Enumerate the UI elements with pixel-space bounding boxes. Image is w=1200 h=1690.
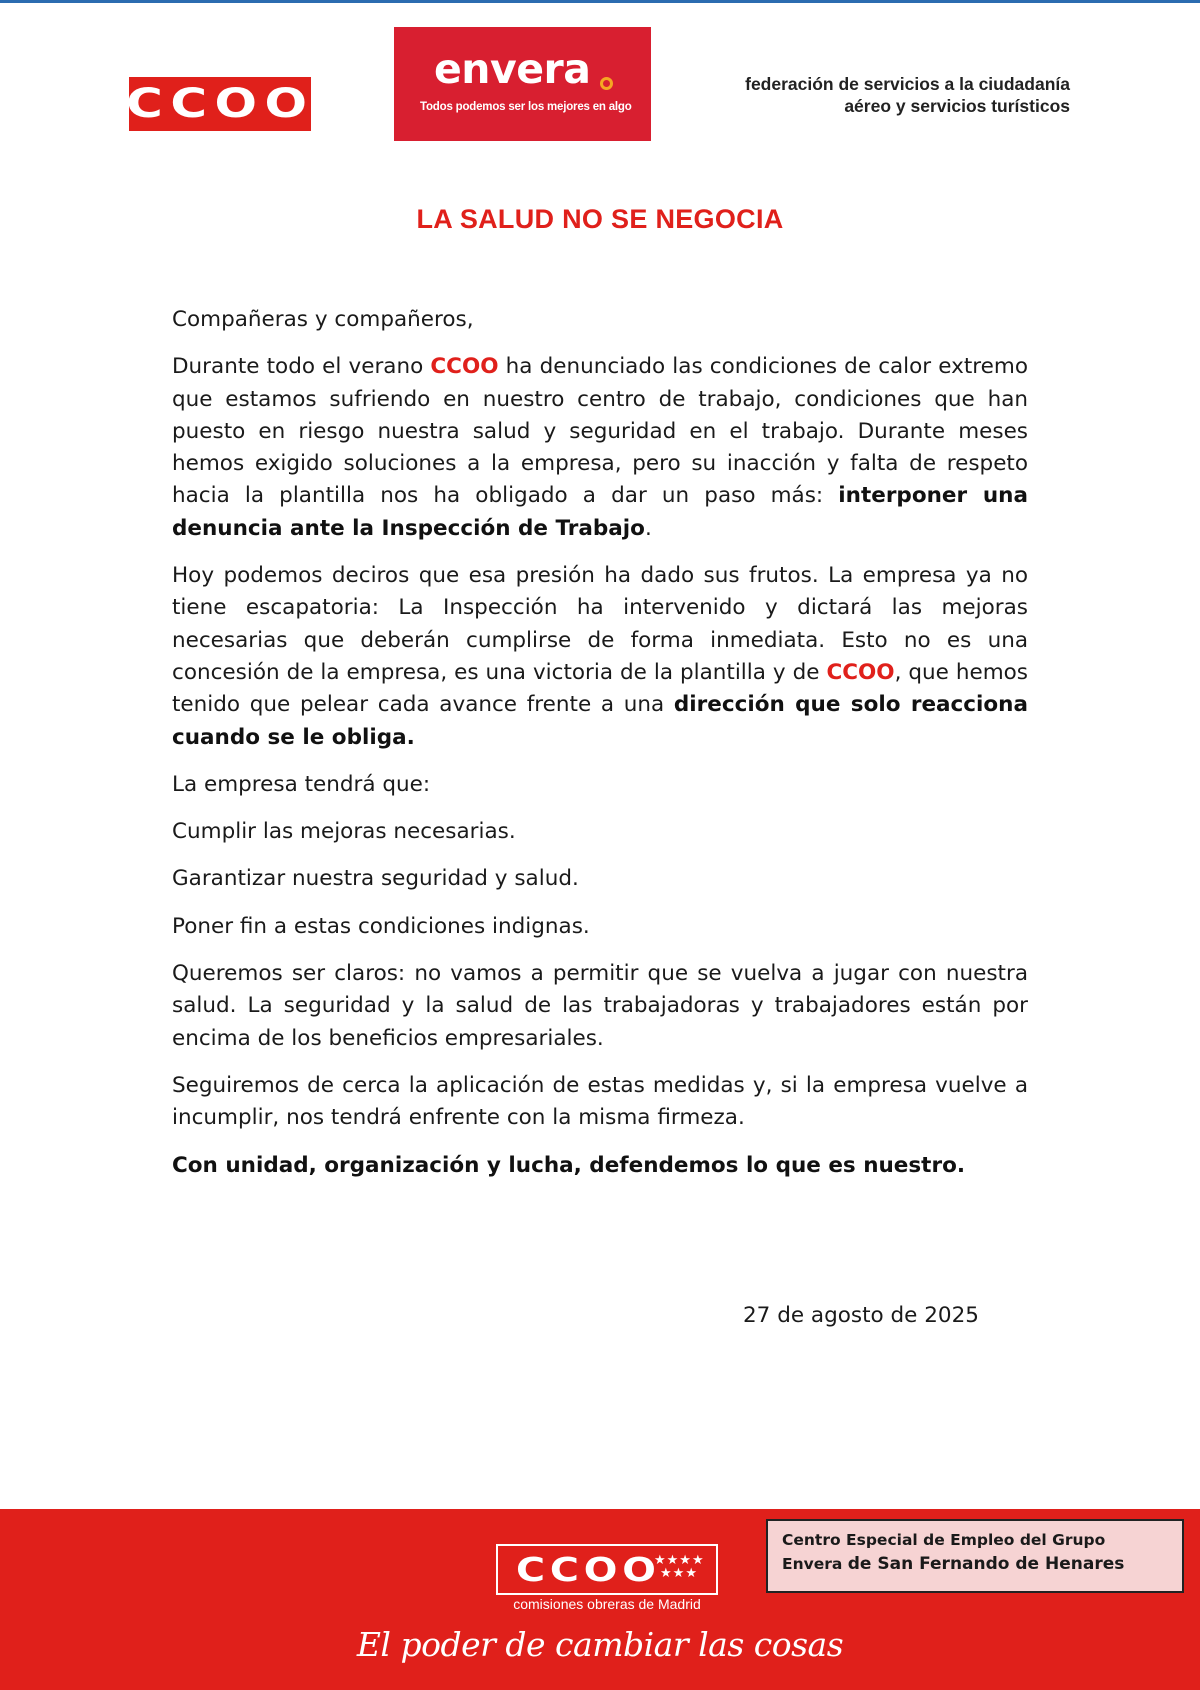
footer (0, 1509, 1200, 1690)
footer-ccoo-logo (496, 1544, 718, 1595)
federation-line-1: federación de servicios a la ciudadanía (745, 74, 1070, 94)
bold-phrase: dirección que solo reacciona cuando se le obliga. (172, 692, 1028, 750)
stars-icon: ★★★★ ★★★ (654, 1553, 705, 1581)
footer-ccoo-text: CCOO (516, 1550, 661, 1589)
paragraph-5: Seguiremos de cerca la aplicación de estas medidas y, si la empresa vuelve a incumplir, nos tendrá enfrente con la misma firmeza. (172, 1072, 1028, 1131)
top-rule (0, 0, 1200, 3)
paragraph-3: La empresa tendrá que: (172, 771, 431, 797)
footer-box-line-1: Centro Especial de Empleo del Grupo (782, 1531, 1106, 1549)
document-date: 27 de agosto de 2025 (743, 1303, 979, 1328)
document-title: LA SALUD NO SE NEGOCIA (416, 204, 784, 234)
ccoo-logo-text: CCOO (125, 81, 315, 127)
list-item: Poner fin a estas condiciones indignas. (172, 913, 590, 939)
envera-logo (394, 27, 651, 141)
envera-logo-word: envera (434, 45, 591, 93)
envera-dot-icon (600, 77, 613, 90)
ccoo-logo (125, 77, 315, 131)
envera-tagline: Todos podemos ser los mejores en algo (420, 101, 632, 113)
bold-phrase: interponer una denuncia ante la Inspección de Trabajo (172, 483, 1028, 541)
footer-slogan: El poder de cambiar las cosas (356, 1625, 844, 1664)
federation-line-2: aéreo y servicios turísticos (844, 96, 1070, 116)
footer-subtitle: comisiones obreras de Madrid (513, 1596, 701, 1612)
list-item: Garantizar nuestra seguridad y salud. (172, 866, 579, 892)
ccoo-highlight: CCOO (430, 354, 499, 380)
closing-statement: Con unidad, organización y lucha, defendemos lo que es nuestro. (172, 1152, 966, 1178)
paragraph-4: Queremos ser claros: no vamos a permitir que se vuelva a jugar con nuestra salud. La seguridad y la salud de las trabajadoras y trabajadores están por encima de los beneficios empresariales. (172, 961, 1028, 1051)
letter-body (172, 304, 1028, 1197)
paragraph-1: Durante todo el verano CCOO ha denunciado las condiciones de calor extremo que estamos sufriendo en nuestro centro de trabajo, condiciones que han puesto en riesgo nuestra salud y seguridad en el trabajo. Durante meses hemos exigido soluciones a la empresa, pero su inacción y falta de respeto hacia la plantilla nos ha obligado a dar un paso más: interponer una denuncia ante la Inspección de Trabajo. (172, 354, 1028, 541)
footer-center-box (766, 1519, 1184, 1593)
federation-name (745, 73, 1070, 117)
paragraph-2: Hoy podemos deciros que esa presión ha dado sus frutos. La empresa ya no tiene escapatoria: La Inspección ha intervenido y dictará las mejoras necesarias que deberán cumplirse de forma inmediata. Esto no es una concesión de la empresa, es una victoria de la plantilla y de CCOO, que hemos tenido que pelear cada avance frente a una dirección que solo reacciona cuando se le obliga. (172, 563, 1028, 750)
footer-box-line-2: Envera de San Fernando de Henares (782, 1554, 1125, 1574)
greeting: Compañeras y compañeros, (172, 307, 474, 332)
list-item: Cumplir las mejoras necesarias. (172, 819, 516, 845)
ccoo-highlight: CCOO (826, 659, 895, 685)
